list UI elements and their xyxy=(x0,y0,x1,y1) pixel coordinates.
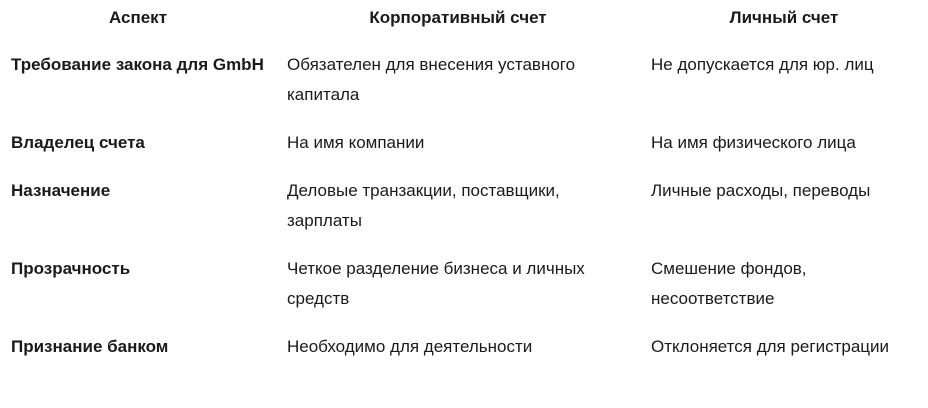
row-aspect-cell: Требование закона для GmbH xyxy=(11,55,264,74)
table-body xyxy=(0,32,928,368)
row-personal-cell: Не допускается для юр. лиц xyxy=(651,55,874,74)
row-corporate-cell: Обязателен для внесения уставного капитала xyxy=(287,55,576,104)
row-personal-cell: Смешение фондов, несоответствие xyxy=(651,259,807,308)
header-row xyxy=(0,0,928,32)
row-personal-cell: Отклоняется для регистрации xyxy=(651,337,890,356)
table-row xyxy=(0,164,928,242)
table-row xyxy=(0,116,928,164)
row-aspect-cell: Назначение xyxy=(11,181,111,200)
header-corporate-account: Корпоративный счет xyxy=(369,8,547,27)
row-corporate-cell: Необходимо для деятельности xyxy=(287,337,533,356)
header-aspect: Аспект xyxy=(108,8,168,27)
table-row xyxy=(0,32,928,116)
row-personal-cell: Личные расходы, переводы xyxy=(651,181,871,200)
table-row xyxy=(0,242,928,320)
row-corporate-cell: Деловые транзакции, поставщики, зарплаты xyxy=(287,181,560,230)
row-aspect-cell: Признание банком xyxy=(11,337,169,356)
header-personal-account: Личный счет xyxy=(729,8,839,27)
row-corporate-cell: Четкое разделение бизнеса и личных средств xyxy=(287,259,585,308)
row-corporate-cell: На имя компании xyxy=(287,133,425,152)
table-header xyxy=(0,0,928,32)
table-row xyxy=(0,320,928,368)
row-aspect-cell: Прозрачность xyxy=(11,259,131,278)
row-personal-cell: На имя физического лица xyxy=(651,133,856,152)
row-aspect-cell: Владелец счета xyxy=(11,133,145,152)
